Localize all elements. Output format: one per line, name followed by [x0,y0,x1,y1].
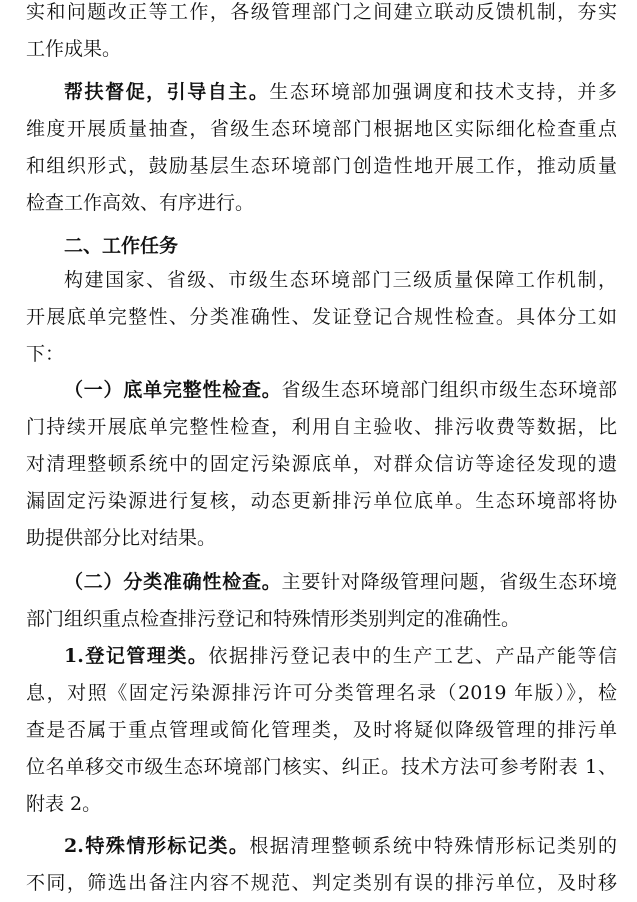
text-line: 漏固定污染源进行复核，动态更新排污单位底单。生态环境部将协 [26,490,617,512]
text-line: 实和问题改正等工作，各级管理部门之间建立联动反馈机制，夯实 [26,1,617,23]
paragraph-continuation [26,0,617,68]
text-line: 位名单移交市级生态环境部门核实、纠正。技术方法可参考附表 1、 [26,756,617,778]
text-line: 助提供部分比对结果。 [26,527,217,549]
text-line: 门持续开展底单完整性检查，利用自主验收、排污收费等数据，比 [26,416,617,438]
text-run: 主要针对降级管理问题，省级生态环境 [281,571,617,593]
text-line: 息，对照《固定污染源排污许可分类管理名录（2019 年版）》，检 [26,682,617,704]
text-line: 部门组织重点检查排污登记和特殊情形类别判定的准确性。 [26,608,521,630]
text-line: 检查工作高效、有序进行。 [26,192,255,214]
text-run: 生态环境部加强调度和技术支持，并多 [269,81,617,103]
paragraph-support-guidance [26,74,617,222]
paragraph-lead: 帮扶督促，引导自主。 [64,81,270,103]
paragraph-completeness-check [26,372,617,557]
text-line [26,828,617,865]
paragraph-registration-management [26,638,617,823]
text-line: 和组织形式，鼓励基层生态环境部门创造性地开展工作，推动质量 [26,155,617,177]
text-run: 依据排污登记表中的生产工艺、产品产能等信 [208,645,617,667]
text-line: 对清理整顿系统中的固定污染源底单，对群众信访等途径发现的遗 [26,453,617,475]
paragraph-special-case-marking [26,828,617,902]
text-line [26,638,617,675]
text-line: 构建国家、省级、市级生态环境部门三级质量保障工作机制， [64,269,617,291]
paragraph-classification-check [26,564,617,638]
text-line: 下： [26,343,65,365]
text-line: 不同，筛选出备注内容不规范、判定类别有误的排污单位，及时移 [26,872,617,894]
text-line: 附表 2。 [26,793,102,815]
text-run: 根据清理整顿系统中特殊情形标记类别的 [249,835,617,857]
text-line: 工作成果。 [26,38,122,60]
text-line: 查是否属于重点管理或简化管理类，及时将疑似降级管理的排污单 [26,719,617,741]
text-line: 维度开展质量抽查，省级生态环境部门根据地区实际细化检查重点 [26,118,617,140]
paragraph-lead: （一）底单完整性检查。 [64,379,282,401]
section-heading-block [26,228,617,265]
section-heading: 二、工作任务 [64,235,179,257]
paragraph-lead: （二）分类准确性检查。 [64,571,282,593]
text-line [26,74,617,111]
paragraph-lead: 1.登记管理类。 [64,645,209,667]
text-run: 省级生态环境部门组织市级生态环境部 [281,379,617,401]
text-line [26,372,617,409]
paragraph-lead: 2.特殊情形标记类。 [64,835,250,857]
text-line: 开展底单完整性、分类准确性、发证登记合规性检查。具体分工如 [26,306,617,328]
text-line [26,564,617,601]
paragraph-work-mechanism [26,262,617,373]
